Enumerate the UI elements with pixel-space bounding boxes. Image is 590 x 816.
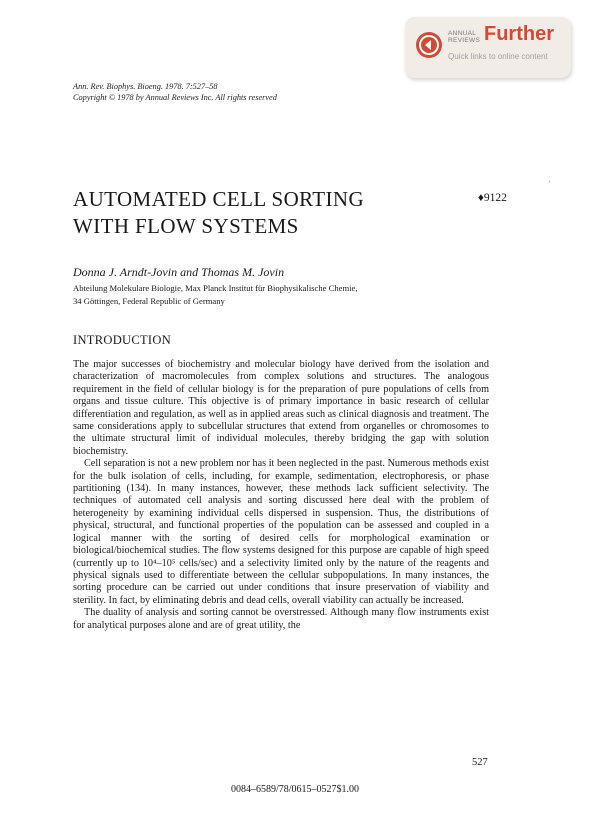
footer-code: 0084–6589/78/0615–0527$1.00: [230, 784, 360, 795]
annual-reviews-logo-icon: [416, 32, 442, 58]
body-paragraph: Cell separation is not a new problem nor has it been neglected in the past. Numerous methods exist for the bulk isolation of cells, including, for example, sedimentation, electrophoresis, or phase partitioning (134). In many instances, however, these methods lack sufficient selectivity. The techniques of automated cell analysis and sorting discussed here deal with the problem of heterogeneity by examining individual cells dispersed in suspension. Thus, the distributions of physical, structural, and functional properties of the population can be assessed and coupled in a logical manner with the sorting of desired cells for morphological examination or biological/biochemical studies. The flow systems designed for this purpose are capable of high speed (currently up to 10⁴–10⁵ cells/sec) and a selectivity limited only by the nature of the reagents and physical signals used to differentiate between the cellular subpopulations. In many instances, the sorting procedure can be carried out under conditions that insure preservation of viability and sterility. In fact, by eliminating debris and dead cells, overall viability can actually be increased.: [73, 458, 489, 606]
section-heading-introduction: INTRODUCTION: [73, 333, 172, 347]
title-line-2: WITH FLOW SYSTEMS: [73, 214, 299, 238]
further-tagline: Quick links to online content: [448, 52, 548, 61]
citation-journal-line: Ann. Rev. Biophys. Bioeng. 1978. 7:527–58: [73, 82, 218, 91]
annual-reviews-brand: [448, 30, 480, 44]
affiliation-line-1: Abteilung Molekulare Biologie, Max Planck Institut für Biophysikalische Chemie,: [73, 283, 358, 293]
author-affiliation: [73, 282, 358, 307]
brand-line-annual: ANNUAL: [448, 30, 477, 37]
play-arrow-icon: [416, 32, 442, 58]
journal-citation: [73, 82, 277, 103]
body-paragraph: The duality of analysis and sorting cannot be overstressed. Although many flow instruments exist for analytical purposes alone and are of great utility, the: [73, 607, 489, 631]
article-authors: Donna J. Arndt-Jovin and Thomas M. Jovin: [73, 265, 285, 279]
title-line-1: AUTOMATED CELL SORTING: [73, 187, 365, 211]
stray-mark: ˊ: [548, 180, 551, 189]
article-body: [73, 359, 489, 632]
further-label: Further: [484, 23, 554, 45]
brand-line-reviews: REVIEWS: [448, 37, 481, 44]
article-code: ♦9122: [478, 192, 507, 204]
article-title: [73, 186, 364, 240]
annual-reviews-further-badge[interactable]: [405, 17, 571, 78]
page-number: 527: [472, 757, 488, 768]
affiliation-line-2: 34 Göttingen, Federal Republic of Germany: [73, 295, 225, 306]
citation-copyright-line: Copyright © 1978 by Annual Reviews Inc. All rights reserved: [73, 92, 277, 102]
body-paragraph: The major successes of biochemistry and molecular biology have derived from the isolation and characterization of macromolecules from complex solutions and structures. The analogous requirement in the field of cellular biology is for the preparation of pure populations of cells from organs and tissue culture. This objective is of primary importance in basic research of cellular differentiation and regulation, as well as in applied areas such as clinical diagnosis and treatment. The same considerations apply to subcellular structures that extend from organelles or chromosomes to the ultimate structural limit of individual molecules, thereby bridging the gap with solution biochemistry.: [73, 359, 489, 457]
